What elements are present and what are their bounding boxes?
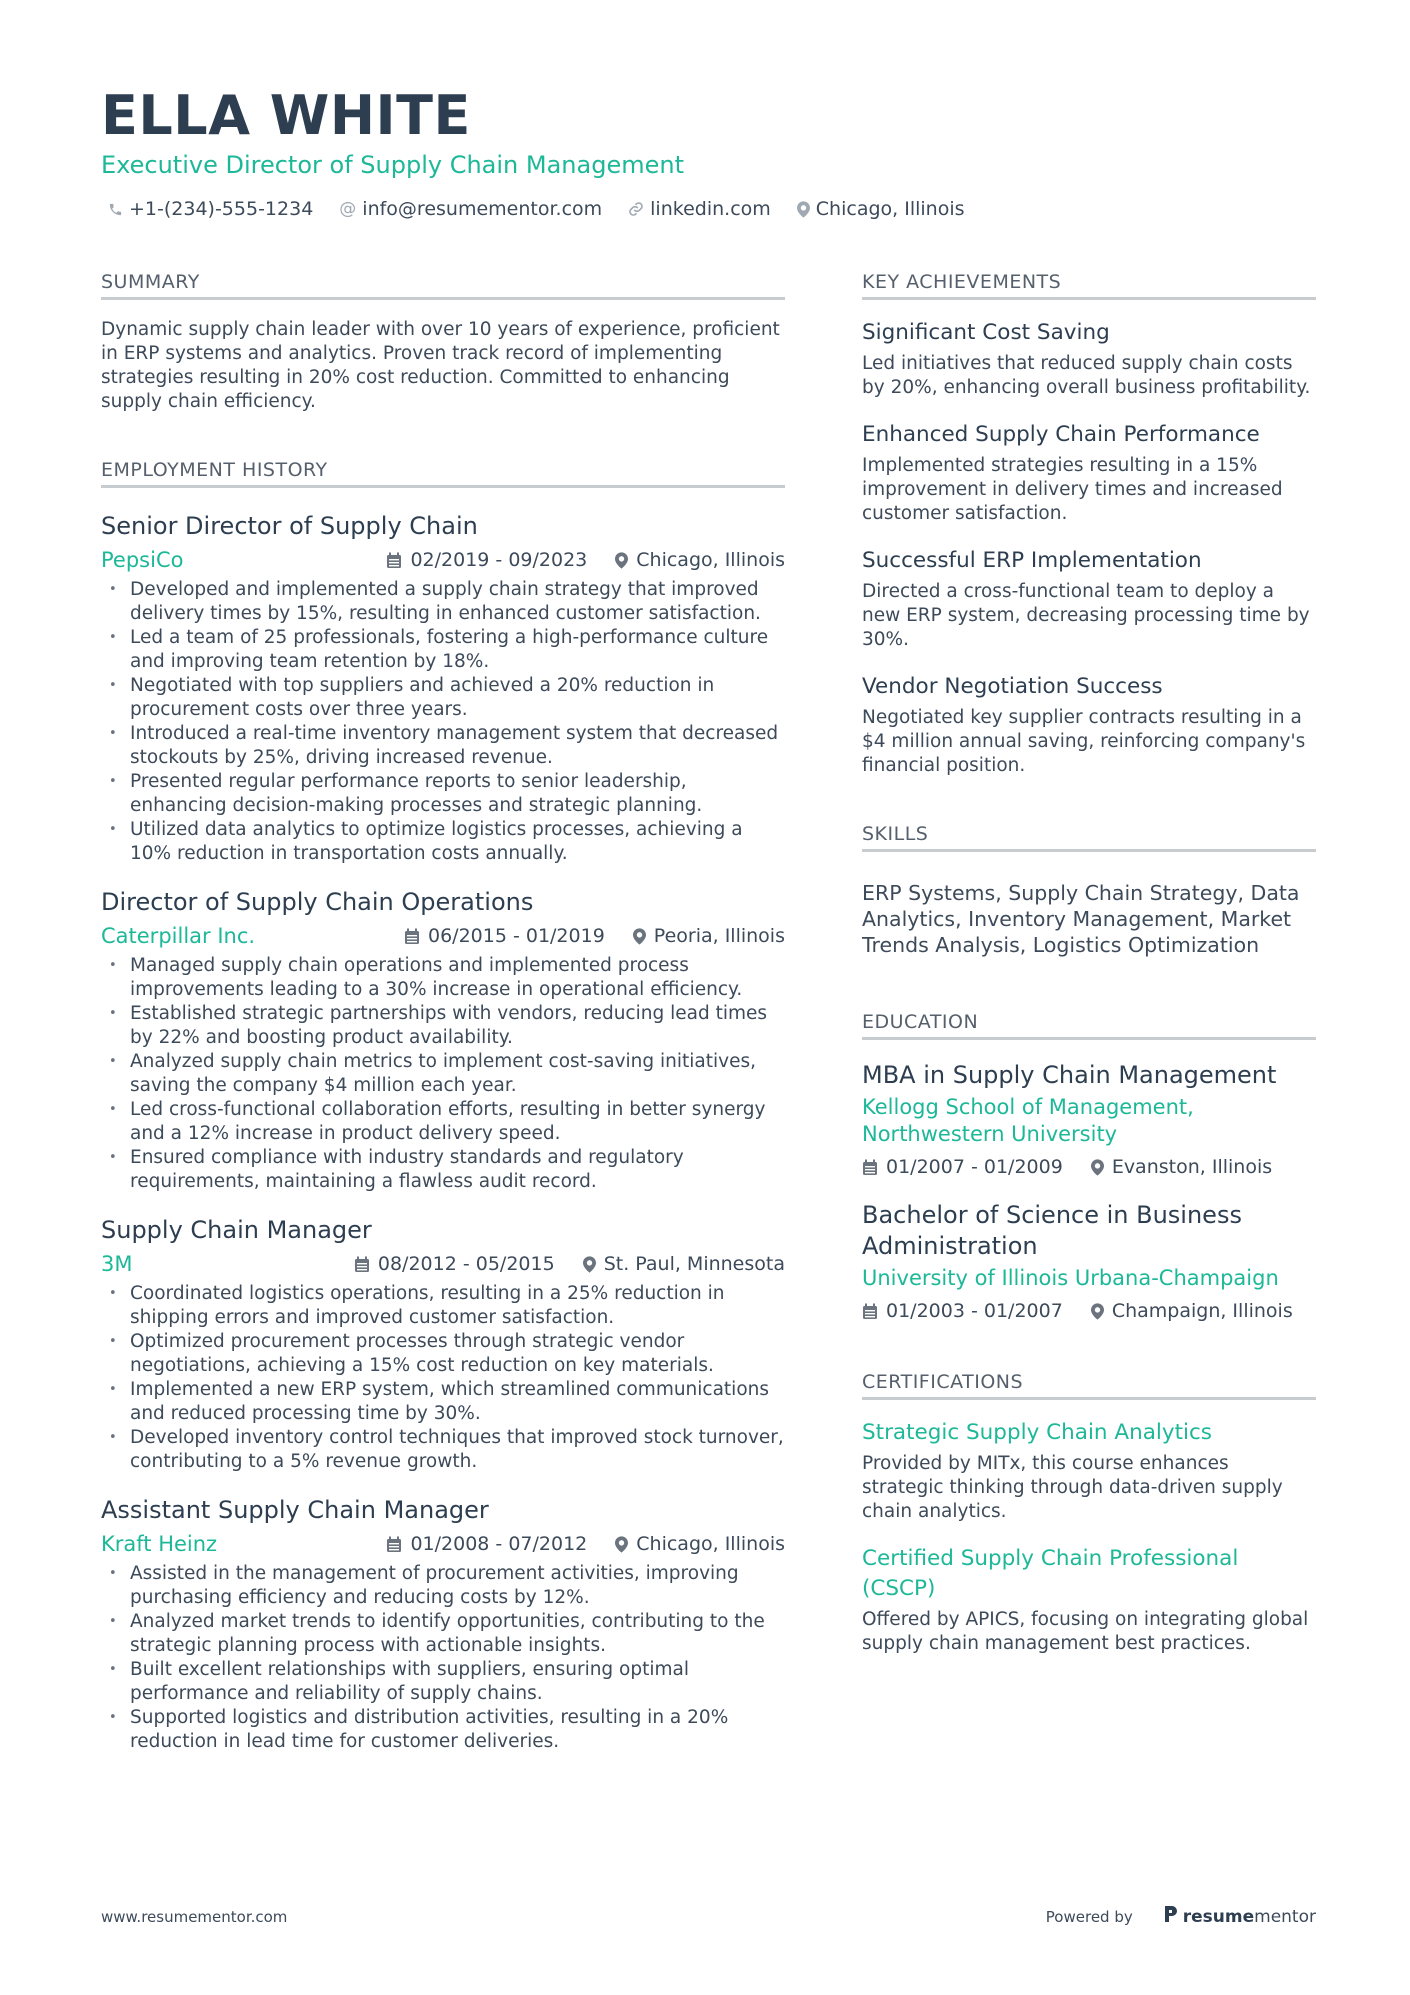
phone-icon xyxy=(108,202,123,217)
job-bullet: • Utilized data analytics to optimize logistics processes, achieving a 10% reduction in transportation costs annually. xyxy=(101,818,785,866)
job-entry xyxy=(101,886,785,1194)
education-location-text: Evanston, Illinois xyxy=(1111,1156,1273,1178)
education-item xyxy=(862,1060,1316,1178)
job-location xyxy=(583,1253,785,1275)
employment-section xyxy=(101,458,785,1754)
job-dates-text: 02/2019 - 09/2023 xyxy=(410,549,588,571)
education-dates-text: 01/2003 - 01/2007 xyxy=(886,1300,1063,1322)
job-dates-text: 06/2015 - 01/2019 xyxy=(427,925,605,947)
email-icon: @ xyxy=(339,199,357,219)
footer-powered xyxy=(1046,1904,1316,1929)
job-company: Caterpillar Inc. xyxy=(101,924,256,948)
job-meta xyxy=(101,1528,785,1560)
job-bullet: • Introduced a real-time inventory management system that decreased stockouts by 25%, driving increased revenue. xyxy=(101,722,785,770)
job-location-text: Peoria, Illinois xyxy=(653,925,785,947)
job-company: 3M xyxy=(101,1252,133,1276)
job-bullet: • Led cross-functional collaboration efforts, resulting in better synergy and a 12% increase in product delivery speed. xyxy=(101,1098,785,1146)
job-bullet: • Coordinated logistics operations, resulting in a 25% reduction in shipping errors and improved customer satisfaction. xyxy=(101,1282,785,1330)
job-bullet: • Established strategic partnerships with vendors, reducing lead times by 22% and boosting product availability. xyxy=(101,1002,785,1050)
left-column xyxy=(101,270,785,1754)
calendar-icon xyxy=(404,928,420,945)
job-bullet: • Presented regular performance reports to senior leadership, enhancing decision-making processes and strategic planning. xyxy=(101,770,785,818)
education-school: University of Illinois Urbana-Champaign xyxy=(862,1266,1279,1290)
contact-location xyxy=(797,198,965,220)
job-bullet: • Ensured compliance with industry standards and regulatory requirements, maintaining a flawless audit record. xyxy=(101,1146,785,1194)
contact-location-text: Chicago, Illinois xyxy=(815,198,965,220)
achievement-desc: Directed a cross-functional team to deploy a new ERP system, decreasing processing time by 30%. xyxy=(862,581,1310,650)
education-meta xyxy=(862,1156,1316,1178)
job-location xyxy=(615,1533,785,1555)
link-icon xyxy=(628,201,644,217)
certification-item xyxy=(862,1418,1316,1524)
location-icon xyxy=(1091,1159,1104,1176)
job-bullet: • Led a team of 25 professionals, fostering a high-performance culture and improving team retention by 18%. xyxy=(101,626,785,674)
job-bullets xyxy=(101,1282,785,1474)
achievement-item xyxy=(862,420,1316,526)
summary-section xyxy=(101,270,785,414)
achievement-desc: Implemented strategies resulting in a 15% improvement in delivery times and increased customer satisfaction. xyxy=(862,455,1283,524)
job-bullet: • Supported logistics and distribution activities, resulting in a 20% reduction in lead time for customer deliveries. xyxy=(101,1706,785,1754)
job-dates-text: 01/2008 - 07/2012 xyxy=(410,1533,588,1555)
job-bullet: • Built excellent relationships with suppliers, ensuring optimal performance and reliability of supply chains. xyxy=(101,1658,785,1706)
achievement-item xyxy=(862,672,1316,778)
achievement-desc: Led initiatives that reduced supply chain costs by 20%, enhancing overall business profitability. xyxy=(862,353,1311,398)
job-bullet: • Developed and implemented a supply chain strategy that improved delivery times by 15%, resulting in enhanced customer satisfaction. xyxy=(101,578,785,626)
calendar-icon xyxy=(354,1256,370,1273)
candidate-name: ELLA WHITE xyxy=(101,84,471,147)
powered-by-label: Powered by xyxy=(1045,1907,1133,1926)
achievement-desc: Negotiated key supplier contracts resulting in a $4 million annual saving, reinforcing company's financial position. xyxy=(862,707,1306,776)
education-location xyxy=(1091,1300,1293,1322)
job-meta xyxy=(101,544,785,576)
job-location-text: Chicago, Illinois xyxy=(636,549,785,571)
job-bullet: • Implemented a new ERP system, which streamlined communications and reduced processing time by 30%. xyxy=(101,1378,785,1426)
location-icon xyxy=(797,201,810,218)
contact-phone[interactable] xyxy=(108,198,313,220)
education-location xyxy=(1091,1156,1272,1178)
job-meta xyxy=(101,920,785,952)
job-meta-right xyxy=(386,1533,785,1555)
education-dates-text: 01/2007 - 01/2009 xyxy=(886,1156,1063,1178)
job-bullet: • Analyzed supply chain metrics to implement cost-saving initiatives, saving the company $4 million each year. xyxy=(101,1050,785,1098)
job-company: Kraft Heinz xyxy=(101,1532,218,1556)
achievement-title: Vendor Negotiation Success xyxy=(862,674,1163,699)
job-company: PepsiCo xyxy=(101,548,184,572)
job-bullet: • Developed inventory control techniques that improved stock turnover, contributing to a 5% revenue growth. xyxy=(101,1426,785,1474)
education-degree: MBA in Supply Chain Management xyxy=(862,1061,1277,1089)
achievements-heading: KEY ACHIEVEMENTS xyxy=(862,270,1316,300)
job-meta xyxy=(101,1248,785,1280)
education-dates xyxy=(862,1300,1063,1322)
calendar-icon xyxy=(862,1159,878,1176)
education-school: Kellogg School of Management, Northwestern University xyxy=(862,1095,1194,1146)
achievements-section xyxy=(862,270,1316,778)
job-dates xyxy=(404,925,605,947)
achievement-item xyxy=(862,318,1316,400)
contact-phone-text: +1-(234)-555-1234 xyxy=(129,198,314,220)
skills-section xyxy=(862,822,1316,958)
job-location-text: Chicago, Illinois xyxy=(636,1533,785,1555)
job-title: Supply Chain Manager xyxy=(101,1216,372,1244)
job-meta-right xyxy=(386,549,785,571)
location-icon xyxy=(583,1256,596,1273)
job-bullet: • Optimized procurement processes through strategic vendor negotiations, achieving a 15% cost reduction on key materials. xyxy=(101,1330,785,1378)
brand-rest: mentor xyxy=(1254,1906,1316,1927)
certification-item xyxy=(862,1544,1316,1656)
job-entry xyxy=(101,510,785,866)
certification-title: Certified Supply Chain Professional (CSCP) xyxy=(862,1546,1239,1601)
education-dates xyxy=(862,1156,1063,1178)
achievement-item xyxy=(862,546,1316,652)
location-icon xyxy=(615,1536,628,1553)
certifications-heading: CERTIFICATIONS xyxy=(862,1370,1316,1400)
job-bullets xyxy=(101,954,785,1194)
achievement-title: Enhanced Supply Chain Performance xyxy=(862,422,1260,447)
education-degree: Bachelor of Science in Business Administration xyxy=(862,1201,1242,1260)
contact-linkedin[interactable] xyxy=(628,198,771,220)
job-bullet: • Negotiated with top suppliers and achieved a 20% reduction in procurement costs over three years. xyxy=(101,674,785,722)
certification-title: Strategic Supply Chain Analytics xyxy=(862,1420,1213,1445)
job-title: Director of Supply Chain Operations xyxy=(101,888,534,916)
job-dates xyxy=(354,1253,555,1275)
calendar-icon xyxy=(862,1303,878,1320)
job-location-text: St. Paul, Minnesota xyxy=(603,1253,785,1275)
job-title: Assistant Supply Chain Manager xyxy=(101,1496,489,1524)
summary-text: Dynamic supply chain leader with over 10 years of experience, proficient in ERP systems and analytics. Proven track record of implementing strategies resulting in 20% cost reduction. Committed to enhancing supply chain efficiency. xyxy=(101,319,780,412)
calendar-icon xyxy=(386,552,402,569)
job-entry xyxy=(101,1214,785,1474)
summary-heading: SUMMARY xyxy=(101,270,785,300)
education-section xyxy=(862,1010,1316,1322)
location-icon xyxy=(1091,1303,1104,1320)
certification-desc: Offered by APICS, focusing on integrating global supply chain management best practices. xyxy=(862,1609,1309,1654)
contact-linkedin-text: linkedin.com xyxy=(650,198,771,220)
footer-website[interactable]: www.resumementor.com xyxy=(101,1908,288,1926)
job-dates-text: 08/2012 - 05/2015 xyxy=(377,1253,555,1275)
job-bullets xyxy=(101,1562,785,1754)
job-dates xyxy=(386,549,587,571)
candidate-title: Executive Director of Supply Chain Management xyxy=(101,151,684,179)
job-bullets xyxy=(101,578,785,866)
education-meta xyxy=(862,1300,1316,1322)
location-icon xyxy=(633,928,646,945)
achievement-title: Successful ERP Implementation xyxy=(862,548,1202,573)
certification-desc: Provided by MITx, this course enhances strategic thinking through data-driven supply chain analytics. xyxy=(862,1453,1283,1522)
brand-bold: resume xyxy=(1182,1906,1255,1927)
job-bullet: • Assisted in the management of procurement activities, improving purchasing efficiency and reducing costs by 12%. xyxy=(101,1562,785,1610)
job-title: Senior Director of Supply Chain xyxy=(101,512,478,540)
employment-heading: EMPLOYMENT HISTORY xyxy=(101,458,785,488)
contact-bar xyxy=(108,198,965,220)
job-bullet: • Analyzed market trends to identify opportunities, contributing to the strategic planning process with actionable insights. xyxy=(101,1610,785,1658)
calendar-icon xyxy=(386,1536,402,1553)
brand-logo[interactable] xyxy=(1163,1904,1316,1929)
job-location xyxy=(633,925,785,947)
skills-text: ERP Systems, Supply Chain Strategy, Data Analytics, Inventory Management, Market Trends Analysis, Logistics Optimization xyxy=(862,881,1300,957)
contact-email[interactable] xyxy=(339,198,602,220)
right-column xyxy=(862,270,1316,1656)
education-location-text: Champaign, Illinois xyxy=(1111,1300,1293,1322)
job-dates xyxy=(386,1533,587,1555)
brand-mark-icon xyxy=(1163,1904,1179,1929)
certifications-section xyxy=(862,1370,1316,1656)
job-meta-right xyxy=(404,925,785,947)
job-bullet: • Managed supply chain operations and implemented process improvements leading to a 30% increase in operational efficiency. xyxy=(101,954,785,1002)
skills-heading: SKILLS xyxy=(862,822,1316,852)
job-entry xyxy=(101,1494,785,1754)
contact-email-text: info@resumementor.com xyxy=(362,198,603,220)
job-location xyxy=(615,549,785,571)
location-icon xyxy=(615,552,628,569)
job-meta-right xyxy=(354,1253,785,1275)
education-heading: EDUCATION xyxy=(862,1010,1316,1040)
achievement-title: Significant Cost Saving xyxy=(862,320,1110,345)
education-item xyxy=(862,1200,1316,1322)
